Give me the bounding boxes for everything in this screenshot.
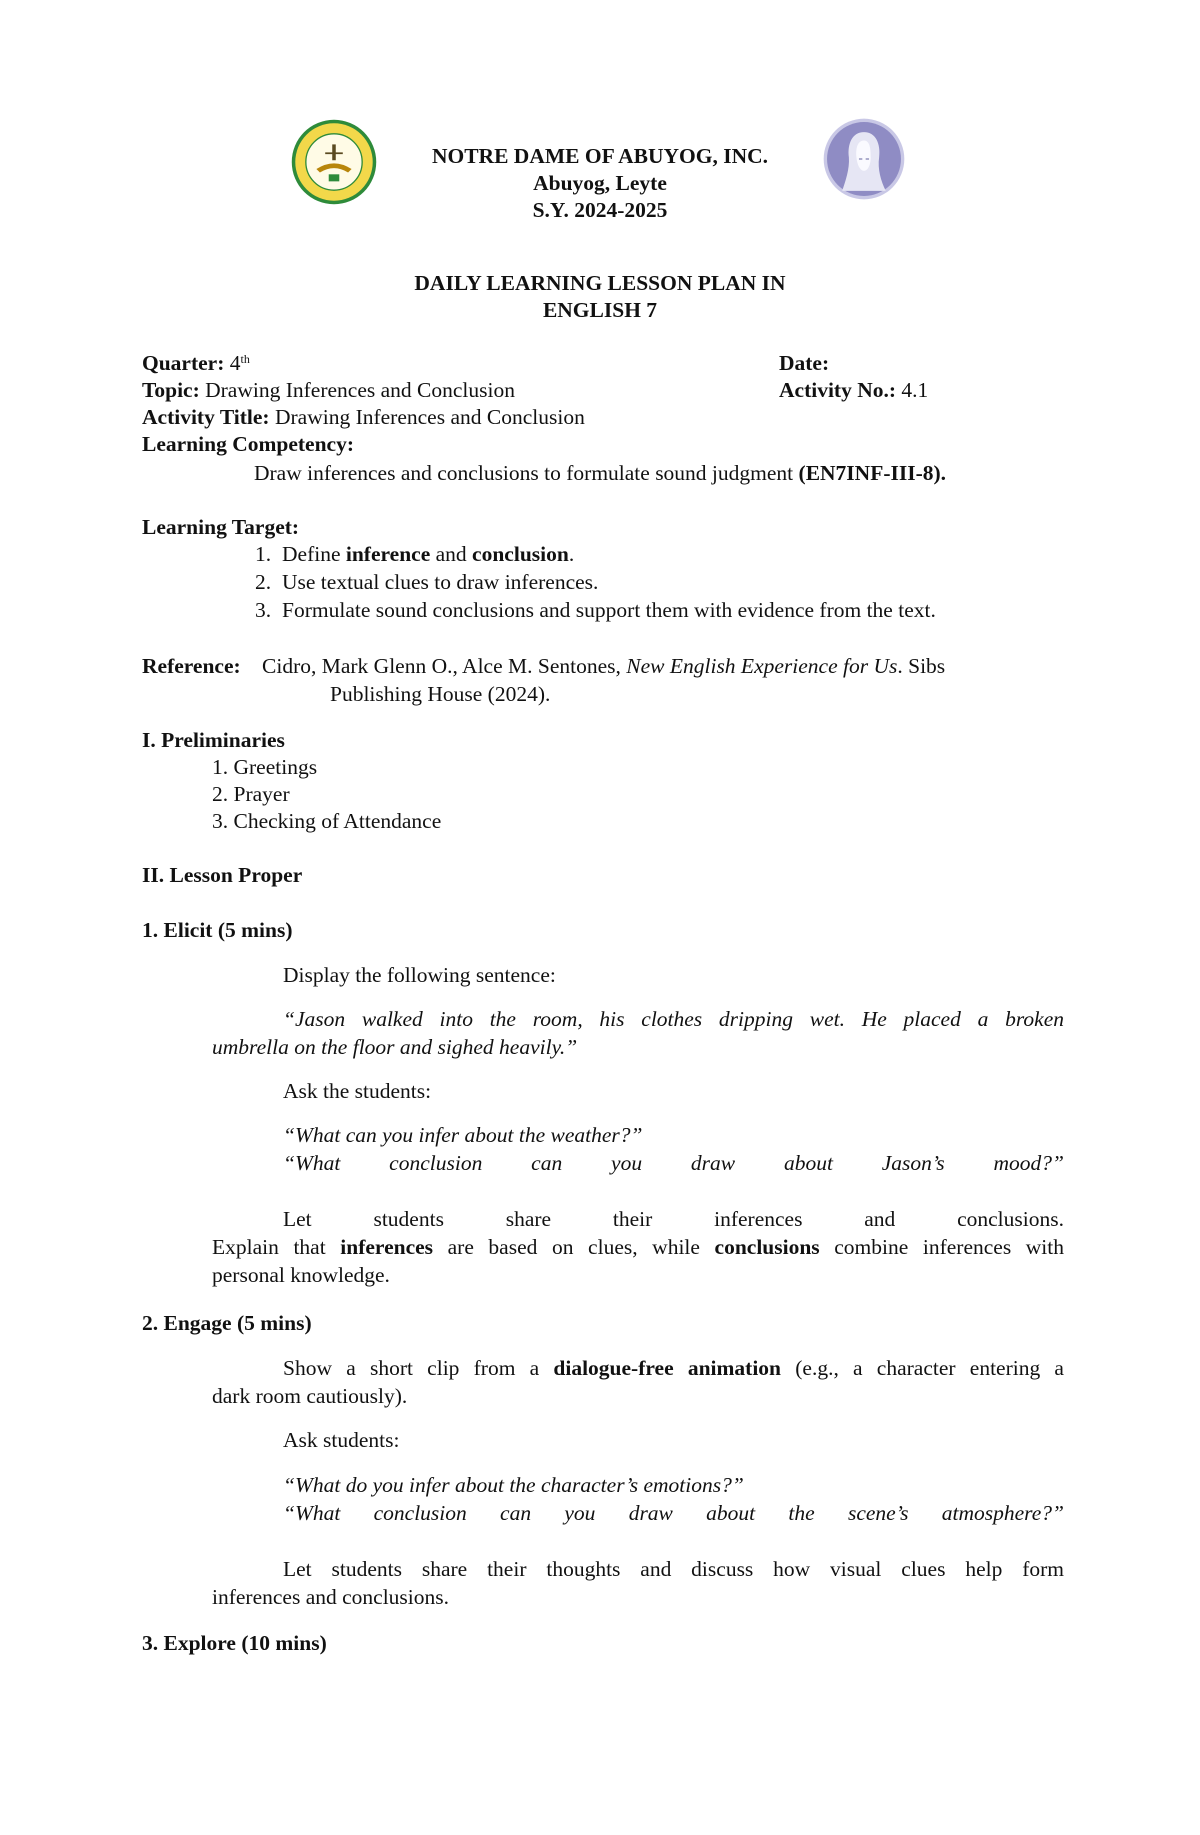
school-location: Abuyog, Leyte <box>533 171 667 195</box>
school-name: NOTRE DAME OF ABUYOG, INC. <box>431 144 769 168</box>
elicit-heading: 1. Elicit (5 mins) <box>142 918 293 942</box>
preliminaries-item: 3. Checking of Attendance <box>212 809 442 833</box>
madonna-medallion-logo <box>822 117 906 201</box>
competency-label: Learning Competency: <box>142 432 354 456</box>
activity-no-row <box>779 377 928 404</box>
target-item-1-text-a: Define <box>282 542 346 566</box>
competency-code: (EN7INF-III-8). <box>798 461 947 485</box>
elicit-share-term-conclusions: conclusions <box>714 1235 820 1259</box>
elicit-share-line-2 <box>212 1234 1064 1261</box>
elicit-share-text-e: combine inferences with <box>819 1235 1064 1259</box>
activity-title-value: Drawing Inferences and Conclusion <box>274 405 585 429</box>
elicit-question-1: “What can you infer about the weather?” <box>283 1123 643 1147</box>
topic-row <box>142 377 515 404</box>
target-item-1-text-c: and <box>430 542 473 566</box>
engage-ask-instruction: Ask students: <box>283 1428 400 1452</box>
engage-show-text-a: Show a short clip from a <box>283 1356 554 1380</box>
preliminaries-heading: I. Preliminaries <box>142 728 285 752</box>
engage-question-1: “What do you infer about the character’s emotions?” <box>283 1473 744 1497</box>
elicit-share-text-c: are based on clues, while <box>433 1235 715 1259</box>
engage-show-text-c: (e.g., a character entering a <box>781 1356 1064 1380</box>
elicit-ask-instruction: Ask the students: <box>283 1079 432 1103</box>
reference-line-1 <box>262 653 945 680</box>
topic-value: Drawing Inferences and Conclusion <box>205 378 515 402</box>
activity-no-value: 4.1 <box>901 378 929 402</box>
reference-authors: Cidro, Mark Glenn O., Alce M. Sentones, <box>262 654 621 678</box>
elicit-share-line-1: Let students share their inferences and conclusions. <box>283 1207 1064 1231</box>
target-item-3: Formulate sound conclusions and support them with evidence from the text. <box>282 598 936 622</box>
quarter-value: 4 <box>229 351 241 375</box>
quarter-row <box>142 350 250 377</box>
lesson-plan-title: DAILY LEARNING LESSON PLAN IN <box>414 271 786 295</box>
elicit-share-line-3: personal knowledge. <box>212 1263 390 1287</box>
target-item-2-num: 2. <box>255 570 272 594</box>
activity-no-label: Activity No.: <box>779 378 897 402</box>
engage-show-term: dialogue-free animation <box>553 1356 782 1380</box>
target-item-1 <box>282 541 574 568</box>
target-item-1-text-d: . <box>568 542 575 566</box>
reference-publisher-part: . Sibs <box>897 654 946 678</box>
target-item-3-num: 3. <box>255 598 272 622</box>
lesson-plan-subject: ENGLISH 7 <box>542 298 658 322</box>
reference-line-2: Publishing House (2024). <box>330 682 551 706</box>
preliminaries-item: 2. Prayer <box>212 782 290 806</box>
elicit-quote-line-1: “Jason walked into the room, his clothes dripping wet. He placed a broken <box>283 1007 1064 1031</box>
target-item-1-term-conclusion: conclusion <box>472 542 569 566</box>
engage-share-line-2: inferences and conclusions. <box>212 1585 450 1609</box>
target-item-2: Use textual clues to draw inferences. <box>282 570 599 594</box>
elicit-display-instruction: Display the following sentence: <box>283 963 556 987</box>
engage-show-line-1 <box>283 1355 1064 1382</box>
date-label: Date: <box>779 351 830 375</box>
reference-label: Reference: <box>142 654 241 678</box>
target-item-1-num: 1. <box>255 542 272 566</box>
lesson-proper-heading: II. Lesson Proper <box>142 863 303 887</box>
elicit-question-2: “What conclusion can you draw about Jason’s mood?” <box>283 1151 1064 1175</box>
engage-heading: 2. Engage (5 mins) <box>142 1311 312 1335</box>
reference-book-title: New English Experience for Us <box>626 654 898 678</box>
engage-question-2: “What conclusion can you draw about the scene’s atmosphere?” <box>283 1501 1064 1525</box>
competency-text-row <box>254 460 946 487</box>
topic-label: Topic: <box>142 378 200 402</box>
quarter-sup: th <box>240 352 250 366</box>
school-seal-logo <box>290 118 378 206</box>
explore-heading: 3. Explore (10 mins) <box>142 1631 327 1655</box>
competency-text: Draw inferences and conclusions to formulate sound judgment <box>254 461 794 485</box>
activity-title-row <box>142 404 585 431</box>
quarter-label: Quarter: <box>142 351 225 375</box>
preliminaries-item: 1. Greetings <box>212 755 318 779</box>
elicit-quote-line-2: umbrella on the floor and sighed heavily.” <box>212 1035 578 1059</box>
activity-title-label: Activity Title: <box>142 405 270 429</box>
elicit-share-text-a: Explain that <box>212 1235 341 1259</box>
elicit-share-term-inferences: inferences <box>340 1235 434 1259</box>
engage-show-line-2: dark room cautiously). <box>212 1384 408 1408</box>
target-item-1-term-inference: inference <box>345 542 431 566</box>
school-year: S.Y. 2024-2025 <box>532 198 668 222</box>
engage-share-line-1: Let students share their thoughts and discuss how visual clues help form <box>283 1557 1064 1581</box>
learning-target-label: Learning Target: <box>142 515 300 539</box>
